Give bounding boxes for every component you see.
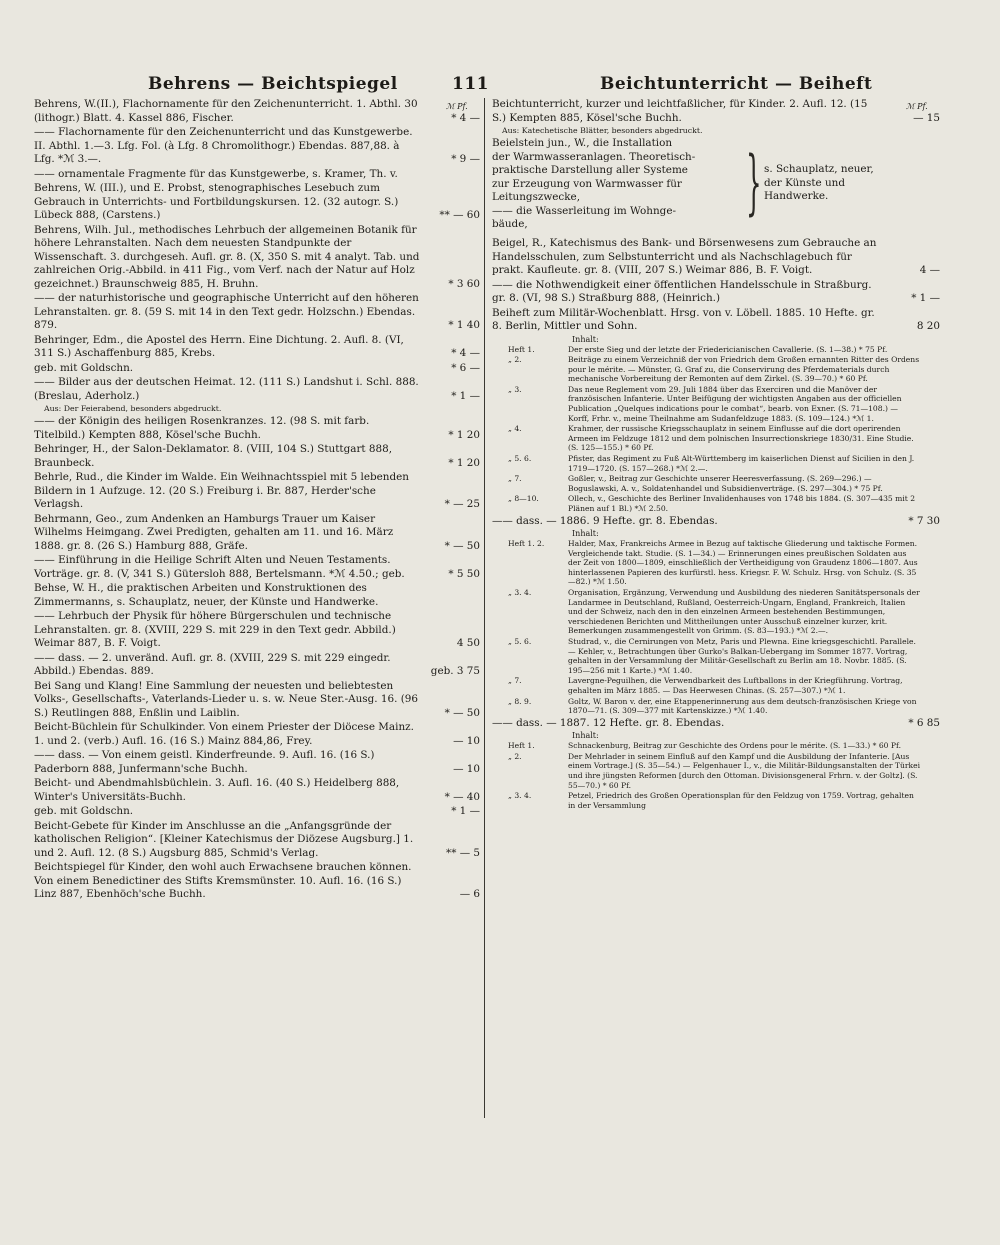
left-column bbox=[34, 98, 480, 903]
contents-item bbox=[492, 355, 940, 384]
entry-text: —— Bilder aus der deutschen Heimat. 12. (111 S.) Landshut i. Schl. 888. (Breslau, Aderholz.) bbox=[34, 376, 419, 402]
catalog-entry bbox=[492, 279, 940, 306]
entry-text: —— der naturhistorische und geographische Unterricht auf den höheren Lehranstalten. gr. 8. (59 S. mit 14 in den Text gedr. Holzschn.) Ebendas. 879. bbox=[34, 292, 419, 331]
header-left: Behrens — Beichtspiegel bbox=[148, 74, 398, 94]
entry-price: geb. 3 75 bbox=[430, 665, 480, 677]
entry-price: * 1 — bbox=[451, 389, 480, 402]
inhalt-label-1886: Inhalt: bbox=[572, 529, 599, 539]
heft-title: Halder, Max, Frankreichs Armee in Bezug auf taktische Gliederung und taktische Formen. Vergleichende takt. Studie. (S. 1—34.) — Erinnerungen eines preußischen Soldaten aus der Zeit von 1800—1809, einschließlich der Vertheidigung von Graudenz 1806—1807. Aus hinterlassenen Papieren des kurfürstl. hess. Kriegsr. F. W. Schulz. Hrsg. von Schulz. (S. 35—82.) *ℳ 1.50. bbox=[568, 539, 918, 587]
entry-text: Behse, W. H., die praktischen Arbeiten und Konstruktionen des Zimmermanns, s. Schauplatz, neuer, der Künste und Handwerke. bbox=[34, 582, 379, 608]
heft-number: „ 4. bbox=[508, 424, 522, 434]
catalog-entry bbox=[34, 805, 480, 819]
heft-title: Studrad, v., die Cernirungen von Metz, Paris und Plewna. Eine kriegsgeschichtl. Parallele. — Kehler, v., Betrachtungen über Gurko's Balkan-Uebergang im Sommer 1877. Vortrag, gehalten in der Versammlung der Militär-Gesellschaft zu Berlin am 18. Novbr. 1885. (S. 195—256 mit 1 Karte.) *ℳ 1.40. bbox=[568, 637, 916, 675]
page-number: 111 bbox=[452, 74, 489, 94]
heft-title: Das neue Reglement vom 29. Juli 1884 über das Exerciren und die Manöver der französischen Infanterie. Unter Beifügung der wichtigsten Angaben aus der officiellen Publication „Quelques indications pour le combat“, bearb. von Exner. (S. 71—108.) — Korff, Frhr. v., meine Theilnahme am Sudanfeldzuge 1883. (S. 109—124.) *ℳ 1. bbox=[568, 384, 902, 423]
entry-price: 8 20 bbox=[916, 320, 940, 332]
dass-1887-entry bbox=[492, 717, 940, 731]
heft-number: „ 7. bbox=[508, 474, 522, 484]
entry-price: * 3 60 bbox=[448, 277, 480, 290]
catalog-entry bbox=[34, 861, 480, 902]
heft-number: „ 5. 6. bbox=[508, 454, 532, 464]
entry-price: * 5 50 bbox=[448, 567, 480, 580]
catalog-entry bbox=[34, 98, 480, 125]
brace-line: zur Erzeugung von Warmwasser für bbox=[492, 177, 682, 190]
contents-item bbox=[492, 539, 940, 587]
right-top-entries bbox=[492, 98, 940, 136]
heft-title: Ollech, v., Geschichte des Berliner Invalidenhauses von 1748 bis 1884. (S. 307—435 mit 2 Plänen auf 1 Bl.) *ℳ 2.50. bbox=[568, 494, 916, 513]
entry-price: * 1 20 bbox=[448, 428, 480, 441]
contents-item bbox=[492, 385, 940, 423]
dass-1886-entry bbox=[492, 515, 940, 529]
heft-number: Heft 1. 2. bbox=[508, 539, 545, 549]
beiheft-1885-contents bbox=[492, 345, 940, 514]
catalog-entry bbox=[34, 820, 480, 861]
entry-note: Aus: Katechetische Blätter, besonders abgedruckt. bbox=[502, 126, 703, 135]
catalog-entry bbox=[34, 749, 480, 776]
catalog-entry bbox=[34, 471, 480, 512]
catalog-entry bbox=[34, 680, 480, 721]
heft-number: „ 2. bbox=[508, 355, 522, 365]
contents-item bbox=[492, 494, 940, 513]
entry-text: —— Lehrbuch der Physik für höhere Bürgerschulen und technische Lehranstalten. gr. 8. (XVIII, 229 S. mit 229 in den Text gedr. Abbild.) Weimar 887, B. F. Voigt. bbox=[34, 610, 396, 649]
heft-number: „ 8—10. bbox=[508, 494, 539, 504]
catalog-entry bbox=[34, 652, 480, 679]
entry-text: Behrens, Wilh. Jul., methodisches Lehrbuch der allgemeinen Botanik für höhere Lehranstalten. Nach dem neuesten Standpunkte der Wissenschaft. 3. durchgeseh. Aufl. gr. 8. (X, 350 S. mit 4 analyt. Tab. und zahlreichen Orig.-Abbild. in 411 Fig., vom Verf. nach der Natur auf Holz gezeichnet.) Braunschweig 885, H. Bruhn. bbox=[34, 223, 420, 290]
heft-number: Heft 1. bbox=[508, 344, 535, 354]
heft-title: Pfister, das Regiment zu Fuß Alt-Württemberg im kaiserlichen Dienst auf Sicilien in den J. 1719—1720. (S. 157—268.) *ℳ 2.—. bbox=[568, 454, 915, 473]
entry-price: * 7 30 bbox=[908, 514, 940, 527]
contents-item bbox=[492, 791, 940, 810]
entry-price: * 4 — bbox=[451, 111, 480, 124]
contents-item bbox=[492, 676, 940, 695]
entry-price: * 1 40 bbox=[448, 319, 480, 331]
catalog-entry bbox=[34, 292, 480, 333]
entry-price: * 6 — bbox=[451, 361, 480, 374]
column-divider bbox=[484, 98, 485, 1118]
catalog-entry bbox=[34, 168, 480, 182]
entry-text: Behrmann, Geo., zum Andenken an Hamburgs Trauer um Kaiser Wilhelms Heimgang. Zwei Predigten, gehalten am 11. und 16. März 1888. gr. 8. (26 S.) Hamburg 888, Gräfe. bbox=[34, 512, 394, 552]
heft-title: Der erste Sieg und der letzte der Friedericianischen Cavallerie. (S. 1—38.) * 75 Pf. bbox=[568, 344, 888, 354]
currency-label-right: ℳ Pf. bbox=[906, 102, 928, 111]
entry-text: —— die Nothwendigkeit einer öffentlichen Handelsschule in Straßburg. gr. 8. (VI, 98 S.) Straßburg 888, (Heinrich.) bbox=[492, 278, 872, 304]
brace-left-lines bbox=[492, 137, 744, 232]
entry-note: Aus: Der Feierabend, besonders abgedruckt. bbox=[44, 404, 222, 413]
heft-title: Petzel, Friedrich des Großen Operationsplan für den Feldzug von 1759. Vortrag, gehalten in der Versammlung bbox=[568, 791, 914, 810]
entry-price: * 1 — bbox=[911, 292, 940, 304]
catalog-entry bbox=[34, 224, 480, 292]
heft-title: Krahmer, der russische Kriegsschauplatz in seinem Einflusse auf die dort operirenden Armeen im Feldzuge 1812 und dem polnischen Insurrectionskriege 1830/31. Eine Studie. (S. 125—155.) * 60 Pf. bbox=[568, 424, 914, 453]
entry-price: * — 40 bbox=[444, 790, 480, 803]
contents-item bbox=[492, 454, 940, 473]
catalog-entry bbox=[34, 182, 480, 223]
heft-title: Goßler, v., Beitrag zur Geschichte unserer Heeresverfassung. (S. 269—296.) — Boguslawski, A. v., Soldatenhandel und Subsidienverträge. (S. 297—304.) * 75 Pf. bbox=[568, 474, 883, 493]
catalog-entry bbox=[492, 237, 940, 278]
entry-price: * 1 20 bbox=[448, 456, 480, 469]
catalog-entry bbox=[492, 98, 940, 125]
entry-text: geb. mit Goldschn. bbox=[34, 361, 134, 374]
header-right: Beichtunterricht — Beiheft bbox=[600, 74, 873, 94]
heft-title: Goltz, W. Baron v. der, eine Etappenerinnerung aus dem deutsch-französischen Kriege von 1870—71. (S. 309—377 mit Kartenskizze.) *ℳ 1.40. bbox=[568, 696, 917, 716]
entry-price: * — 50 bbox=[444, 539, 480, 552]
beiheft-1887-contents bbox=[492, 741, 940, 810]
entry-text: Behringer, Edm., die Apostel des Herrn. Eine Dichtung. 2. Aufl. 8. (VI, 311 S.) Aschaffenburg 885, Krebs. bbox=[34, 333, 404, 359]
catalog-entry bbox=[34, 777, 480, 804]
entry-text: Behrle, Rud., die Kinder im Walde. Ein Weihnachtsspiel mit 5 lebenden Bildern in 1 Aufzuge. 12. (20 S.) Freiburg i. Br. 887, Herder'sche Verlagsh. bbox=[34, 471, 409, 510]
heft-number: „ 7. bbox=[508, 676, 522, 686]
contents-item bbox=[492, 588, 940, 636]
contents-item bbox=[492, 752, 940, 790]
brace-line: der Warmwasseranlagen. Theoretisch- bbox=[492, 150, 696, 163]
entry-text: Beichtunterricht, kurzer und leichtfaßlicher, für Kinder. 2. Aufl. 12. (15 S.) Kempten 885, Kösel'sche Buchh. bbox=[492, 98, 868, 124]
entry-price: ** — 60 bbox=[439, 209, 480, 221]
contents-item bbox=[492, 424, 940, 453]
entry-text: Beigel, R., Katechismus des Bank- und Börsenwesens zum Gebrauche an Handelsschulen, zum Selbstunterricht und als Nachschlagebuch für prakt. Kaufleute. gr. 8. (VIII, 207 S.) Weimar 886, B. F. Voigt. bbox=[492, 237, 877, 276]
currency-label-left: ℳ Pf. bbox=[446, 102, 468, 111]
curly-brace-icon: } bbox=[746, 141, 762, 223]
entry-price: — 15 bbox=[913, 111, 940, 124]
brace-line: praktische Darstellung aller Systeme bbox=[492, 164, 688, 176]
contents-item bbox=[492, 345, 940, 355]
entry-text: Behringer, H., der Salon-Deklamator. 8. (VIII, 104 S.) Stuttgart 888, Braunbeck. bbox=[34, 443, 393, 469]
catalog-entry bbox=[34, 721, 480, 748]
right-column bbox=[492, 98, 940, 811]
entry-price: — 10 bbox=[453, 762, 480, 775]
inhalt-label-1887: Inhalt: bbox=[572, 731, 599, 741]
contents-item bbox=[492, 741, 940, 751]
catalog-entry bbox=[34, 582, 480, 609]
heft-number: Heft 1. bbox=[508, 741, 535, 751]
entry-price: * — 50 bbox=[444, 706, 480, 719]
catalog-entry bbox=[34, 513, 480, 554]
entry-price: * — 25 bbox=[444, 498, 480, 510]
entry-price: * 4 — bbox=[451, 347, 480, 359]
heft-title: Organisation, Ergänzung, Verwendung und Ausbildung des niederen Sanitätspersonals der Landarmee in Deutschland, Rußland, Oesterreich-Ungarn, England, Frankreich, Italien und der Schweiz, nach den in den einzelnen Armeen bestehenden Bestimmungen, verschiedenen Berichten und Mittheilungen unter Ausschuß einzelner kurzer, krit. Bemerkungen zusammengestellt von Grimm. (S. 83—193.) *ℳ 2.—. bbox=[568, 588, 920, 636]
heft-title: Schnackenburg, Beitrag zur Geschichte des Ordens pour le mérite. (S. 1—33.) * 60 Pf. bbox=[568, 741, 901, 751]
entry-price: 4 — bbox=[919, 264, 940, 276]
brace-line: Beielstein jun., W., die Installation bbox=[492, 137, 673, 149]
entry-text: Beicht-Büchlein für Schulkinder. Von einem Priester der Diöcese Mainz. 1. und 2. (verb.) Aufl. 16. (16 S.) Mainz 884,86, Frey. bbox=[34, 721, 414, 747]
catalog-entry bbox=[34, 554, 480, 581]
entry-price: — 6 bbox=[459, 888, 480, 900]
entry-text: Beichtspiegel für Kinder, den wohl auch Erwachsene brauchen können. Von einem Benedictiner des Stifts Kremsmünster. 10. Aufl. 16. (16 S.) Linz 887, Ebenhöch'sche Buchh. bbox=[34, 861, 412, 900]
entry-text: —— dass. — 1886. 9 Hefte. gr. 8. Ebendas. bbox=[492, 514, 718, 527]
brace-reference: s. Schauplatz, neuer, der Künste und Handwerke. bbox=[764, 163, 874, 202]
catalog-entry bbox=[492, 307, 940, 334]
entry-text: —— dass. — 1887. 12 Hefte. gr. 8. Ebendas. bbox=[492, 716, 725, 729]
brace-line: Leitungszwecke, bbox=[492, 191, 581, 203]
inhalt-label-1885: Inhalt: bbox=[572, 334, 599, 344]
brace-line: —— die Wasserleitung im Wohnge- bbox=[492, 204, 676, 217]
contents-item bbox=[492, 637, 940, 675]
catalog-entry bbox=[34, 126, 480, 167]
entry-text: —— dass. — 2. unveränd. Aufl. gr. 8. (XVIII, 229 S. mit 229 eingedr. Abbild.) Ebendas. 889. bbox=[34, 651, 391, 677]
entry-text: geb. mit Goldschn. bbox=[34, 805, 134, 817]
heft-number: „ 5. 6. bbox=[508, 637, 532, 647]
heft-number: „ 3. 4. bbox=[508, 791, 532, 801]
entry-price: ** — 5 bbox=[446, 846, 480, 859]
heft-title: Lavergne-Peguilhen, die Verwendbarkeit des Luftballons in der Kriegführung. Vortrag, gehalten im März 1885. — Das Heerwesen Chinas. (S. 257—307.) *ℳ 1. bbox=[568, 676, 903, 695]
catalog-entry bbox=[34, 376, 480, 403]
catalog-entry bbox=[34, 415, 480, 442]
entry-text: —— Einführung in die Heilige Schrift Alten und Neuen Testaments. Vorträge. gr. 8. (V, 341 S.) Gütersloh 888, Bertelsmann. *ℳ 4.50.; geb. bbox=[34, 554, 405, 580]
entry-price: 4 50 bbox=[456, 637, 480, 649]
entry-text: —— Flachornamente für den Zeichenunterricht und das Kunstgewerbe. II. Abthl. 1.—3. Lfg. Fol. (à Lfg. 8 Chromolithogr.) Ebendas. 887,88. à Lfg. *ℳ 3.—. bbox=[34, 126, 413, 165]
heft-number: „ 2. bbox=[508, 751, 522, 761]
entry-price: * 6 85 bbox=[908, 716, 940, 729]
entry-text: Beicht- und Abendmahlsbüchlein. 3. Aufl. 16. (40 S.) Heidelberg 888, Winter's Universitäts-Buchh. bbox=[34, 777, 400, 803]
catalog-entry bbox=[34, 610, 480, 651]
brace-line: bäude, bbox=[492, 218, 528, 230]
catalog-entry bbox=[34, 362, 480, 376]
entry-text: Beicht-Gebete für Kinder im Anschlusse an die „Anfangsgründe der katholischen Religion“. [Kleiner Katechismus der Diözese Augsburg.] 1. und 2. Aufl. 12. (8 S.) Augsburg 885, Schmid's Verlag. bbox=[34, 819, 414, 859]
catalog-entry bbox=[34, 334, 480, 361]
entry-text: Behrens, W.(II.), Flachornamente für den Zeichenunterricht. 1. Abthl. 30 (lithogr.) Blatt. 4. Kassel 886, Fischer. bbox=[34, 98, 418, 124]
heft-title: Der Mehrlader in seinem Einfluß auf den Kampf und die Ausbildung der Infanterie. [Aus einem Vortrage.] (S. 35—54.) — Felgenhauer I., v., die Militär-Bildungsanstalten der Türkei und ihre jüngsten Reformen [durch den Ottoman. Divisionsgeneral Frhrn. v. der Goltz]. (S. 55—70.) * 60 Pf. bbox=[568, 751, 920, 790]
heft-title: Beiträge zu einem Verzeichniß der von Friedrich dem Großen ernannten Ritter des Ordens pour le mérite. — Münster, G. Graf zu, die Conservirung des Pferdematerials durch mechanische Vorbereitung der Remonten auf dem Zirkel. (S. 39—70.) * 60 Pf. bbox=[568, 355, 920, 384]
contents-item bbox=[492, 474, 940, 493]
heft-number: „ 8. 9. bbox=[508, 696, 532, 706]
right-mid-entries bbox=[492, 237, 940, 334]
entry-price: — 10 bbox=[453, 734, 480, 747]
contents-item bbox=[492, 697, 940, 716]
entry-price: * 1 — bbox=[451, 805, 480, 817]
entry-text: —— der Königin des heiligen Rosenkranzes. 12. (98 S. mit farb. Titelbild.) Kempten 888, Kösel'sche Buchh. bbox=[34, 415, 370, 441]
entry-text: —— dass. — Von einem geistl. Kinderfreunde. 9. Aufl. 16. (16 S.) Paderborn 888, Junfermann'sche Buchh. bbox=[34, 749, 375, 775]
entry-price: * 9 — bbox=[451, 153, 480, 165]
heft-number: „ 3. 4. bbox=[508, 588, 532, 598]
beiheft-1886-contents bbox=[492, 539, 940, 716]
entry-text: Behrens, W. (III.), und E. Probst, stenographisches Lesebuch zum Gebrauch in Unterrichts- und Fortbildungskursen. 12. (32 autogr. S.) Lübeck 888, (Carstens.) bbox=[34, 182, 399, 221]
entry-text: Bei Sang und Klang! Eine Sammlung der neuesten und beliebtesten Volks-, Gesellschafts-, Vaterlands-Lieder u. s. w. Neue Ster.-Ausg. 16. (96 S.) Reutlingen 888, Enßlin und Laiblin. bbox=[34, 679, 418, 719]
brace-group bbox=[492, 137, 940, 235]
entry-text: Beiheft zum Militär-Wochenblatt. Hrsg. von v. Löbell. 1885. 10 Hefte. gr. 8. Berlin, Mittler und Sohn. bbox=[492, 306, 875, 332]
heft-number: „ 3. bbox=[508, 384, 522, 394]
catalog-entry bbox=[34, 443, 480, 470]
entry-text: —— ornamentale Fragmente für das Kunstgewerbe, s. Kramer, Th. v. bbox=[34, 167, 398, 180]
